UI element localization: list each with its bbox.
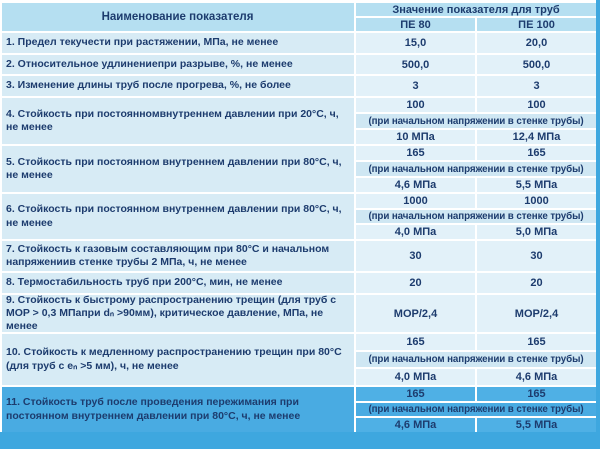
pe80-hours-value: 165	[356, 334, 475, 350]
pe100-value: MOP/2,4	[477, 295, 596, 332]
pe100-stress-value: 5,5 МПа	[477, 418, 596, 432]
pe80-stress-value: 4,0 МПа	[356, 225, 475, 239]
row-label: 8. Термостабильность труб при 200°С, мин, не менее	[2, 273, 354, 293]
pe100-value: 3	[477, 76, 596, 96]
pe80-value: 20	[356, 273, 475, 293]
pe100-value: 20,0	[477, 33, 596, 53]
pe100-hours-value: 1000	[477, 194, 596, 208]
pe100-hours-value: 100	[477, 98, 596, 112]
initial-stress-note: (при начальном напряжении в стенке трубы)	[356, 162, 596, 176]
pe80-hours-value: 1000	[356, 194, 475, 208]
header-name-column: Наименование показателя	[2, 3, 354, 31]
pe80-hours-value: 165	[356, 146, 475, 160]
row-label: 3. Изменение длины труб после прогрева, %, не более	[2, 76, 354, 96]
pe80-stress-value: 10 МПа	[356, 130, 475, 144]
pe100-stress-value: 5,0 МПа	[477, 225, 596, 239]
table-row	[2, 55, 596, 74]
table-row	[2, 334, 596, 385]
table-header-row	[2, 3, 596, 31]
pe100-hours-value: 165	[477, 387, 596, 401]
initial-stress-note: (при начальном напряжении в стенке трубы)	[356, 210, 596, 224]
row-label: 2. Относительное удлинениепри разрыве, %, не менее	[2, 55, 354, 74]
pe100-stress-value: 5,5 МПа	[477, 178, 596, 192]
row-label: 4. Стойкость при постоянномвнутреннем давлении при 20°С, ч, не менее	[2, 98, 354, 144]
pe80-value: 30	[356, 241, 475, 271]
pe80-hours-value: 100	[356, 98, 475, 112]
row-label: 1. Предел текучести при растяжении, МПа, не менее	[2, 33, 354, 53]
pe80-stress-value: 4,0 МПа	[356, 369, 475, 385]
pe100-hours-value: 165	[477, 146, 596, 160]
initial-stress-note: (при начальном напряжении в стенке трубы)	[356, 403, 596, 417]
header-value-group-title: Значение показателя для труб	[356, 3, 596, 16]
pe100-value: 20	[477, 273, 596, 293]
row-label: 9. Стойкость к быстрому распространению трещин (для труб с MOP > 0,3 МПапри dₙ >90мм), критическое давление, МПа, не менее	[2, 295, 354, 332]
pe80-hours-value: 165	[356, 387, 475, 401]
pe80-stress-value: 4,6 МПа	[356, 178, 475, 192]
pe100-hours-value: 165	[477, 334, 596, 350]
row-label: 7. Стойкость к газовым составляющим при 80°С и начальном напряжениив стенке трубы 2 МПа, ч, не менее	[2, 241, 354, 271]
initial-stress-note: (при начальном напряжении в стенке трубы)	[356, 114, 596, 128]
table-row	[2, 98, 596, 144]
pe80-value: MOP/2,4	[356, 295, 475, 332]
table-row	[2, 76, 596, 96]
pe100-stress-value: 4,6 МПа	[477, 369, 596, 385]
table-row	[2, 241, 596, 271]
header-col-pe100: ПЕ 100	[477, 18, 596, 31]
pe80-value: 15,0	[356, 33, 475, 53]
table-row	[2, 387, 596, 432]
pe100-value: 30	[477, 241, 596, 271]
initial-stress-note: (при начальном напряжении в стенке трубы)	[356, 352, 596, 368]
pe100-value: 500,0	[477, 55, 596, 74]
row-label: 6. Стойкость при постоянном внутреннем давлении при 80°С, ч, не менее	[2, 194, 354, 239]
table-row	[2, 146, 596, 192]
pe80-stress-value: 4,6 МПа	[356, 418, 475, 432]
pe80-value: 500,0	[356, 55, 475, 74]
row-label: 5. Стойкость при постоянном внутреннем давлении при 80°С, ч, не менее	[2, 146, 354, 192]
table-row	[2, 295, 596, 332]
table-row	[2, 273, 596, 293]
header-pipe-columns	[356, 18, 596, 31]
header-col-pe80: ПЕ 80	[356, 18, 475, 31]
header-value-group	[356, 3, 596, 31]
table-row	[2, 33, 596, 53]
row-label: 10. Стойкость к медленному распространению трещин при 80°С (для труб с eₙ >5 мм), ч, не менее	[2, 334, 354, 385]
table-row	[2, 194, 596, 239]
pe100-stress-value: 12,4 МПа	[477, 130, 596, 144]
row-label: 11. Стойкость труб после проведения пережимания при постоянном внутреннем давлении при 80°С, ч, не менее	[2, 387, 354, 432]
pe80-value: 3	[356, 76, 475, 96]
